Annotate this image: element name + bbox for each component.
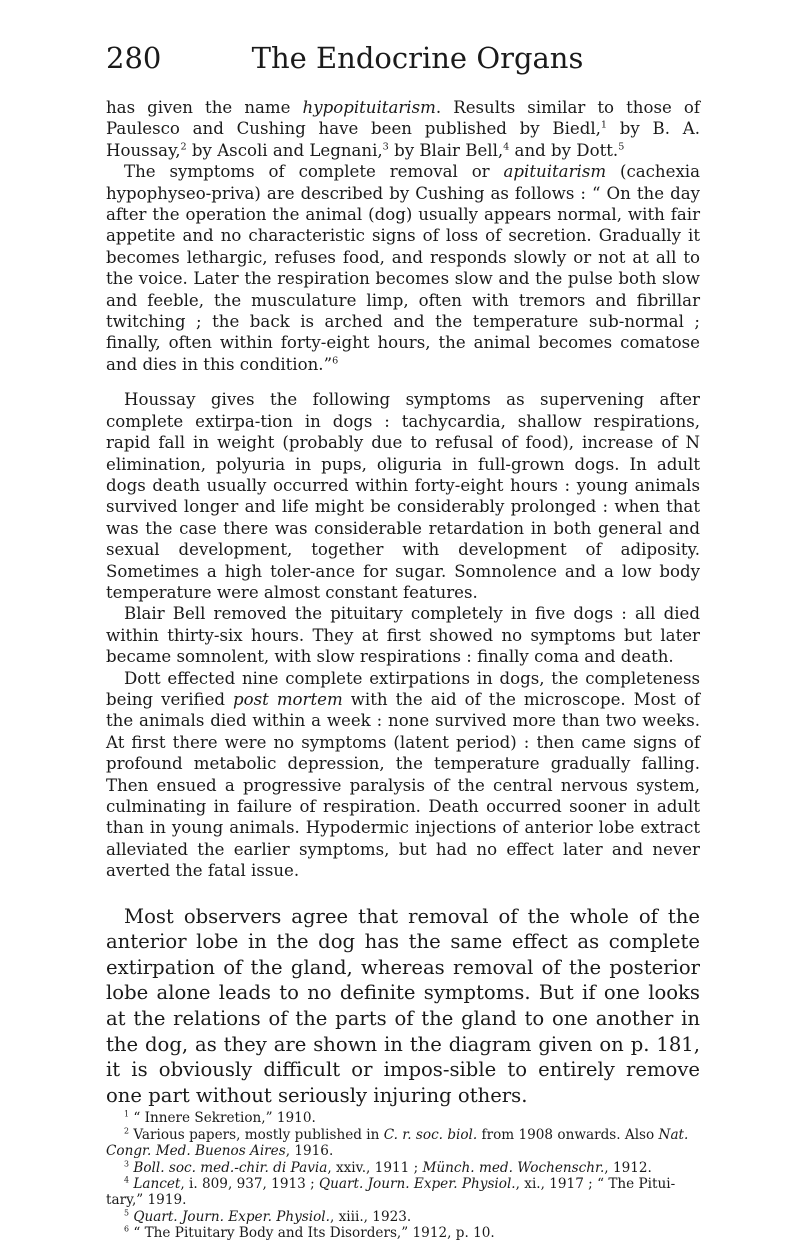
paragraph-dott: Dott effected nine complete extirpations in dogs, the completeness being verified post mortem with the aid of the microscope. Most of the animals died within a week : none survived more than two weeks. At first there were no symptoms (latent period) : then came signs of profound metabolic depression, the temperature gradually falling. Then ensued a progressive paralysis of the central nervous system, culminating in failure of respiration. Death occurred sooner in adult than in young animals. Hypodermic injections of anterior lobe extract alleviated the earlier symptoms, but had no effect later and never averted the fatal issue. — [106, 668, 700, 881]
main-text-section — [106, 904, 700, 1109]
running-title: The Endocrine Organs — [251, 41, 584, 75]
footnote-3: $^3$ Boll. soc. med.-chir. di Pavia, xxiv., 1911 ; Münch. med. Wochenschr., 1912. — [124, 1159, 652, 1176]
footnote-2: $^2$ Various papers, mostly published in C. r. soc. biol. from 1908 onwards. Also Nat. Congr. Med. Buenos Aires, 1916. — [106, 1126, 689, 1160]
footnotes — [106, 1110, 700, 1241]
page-number: 280 — [106, 41, 162, 75]
footnote-1: $^1$ “ Innere Sekretion,” 1910. — [124, 1109, 316, 1127]
paragraph-blair-bell: Blair Bell removed the pituitary completely in five dogs : all died within thirty-six hours. They at first showed no symptoms but later became somnolent, with slow respirations : finally coma and death. — [106, 604, 700, 667]
paragraph-cushing-symptoms: The symptoms of complete removal or apituitarism (cachexia hypophyseo-priva) are described by Cushing as follows : “ On the day after the operation the animal (dog) usually appears normal, with fair appetite and no characteristic signs of loss of secretion. Gradually it becomes lethargic, refuses food, and responds slowly or not at all to the voice. Later the respiration becomes slow and the pulse both slow and feeble, the musculature limp, often with tremors and fibrillar twitching ; the back is arched and the temperature sub-normal ; finally, often within forty-eight hours, the animal becomes comatose and dies in this condition.”$^6$ — [106, 162, 701, 374]
paragraph-houssay-symptoms: Houssay gives the following symptoms as supervening after complete extirpa-tion in dogs : tachycardia, shallow respirations, rapid fall in weight (probably due to refusal of food), increase of N elimination, polyuria in pups, oliguria in full-grown dogs. In adult dogs death usually occurred within forty-eight hours : young animals survived longer and life might be considerably prolonged : when that was the case there was considerable retardation in both general and sexual development, together with development of adiposity. Sometimes a high toler-ance for sugar. Somnolence and a low body temperature were almost constant features. — [106, 390, 700, 602]
paragraph-hypopituitarism: has given the name hypopituitarism. Results similar to those of Paulesco and Cushing have been published by Biedl,$^1$ by B. A. Houssay,$^2$ by Ascoli and Legnani,$^3$ by Blair Bell,$^4$ and by Dott.$^5$ — [106, 98, 700, 160]
page-header — [0, 38, 800, 78]
small-print-section — [106, 97, 700, 882]
page-body — [106, 97, 700, 1242]
paragraph-anterior-lobe: Most observers agree that removal of the whole of the anterior lobe in the dog has the same effect as complete extirpation of the gland, whereas removal of the posterior lobe alone leads to no definite symptoms. But if one looks at the relations of the parts of the gland to one another in the dog, as they are shown in the diagram given on p. 181, it is obviously difficult or impos-sible to entirely remove one part without seriously injuring others. — [106, 904, 700, 1107]
footnote-5: $^5$ Quart. Journ. Exper. Physiol., xiii., 1923. — [124, 1208, 412, 1225]
footnote-4: $^4$ Lancet, i. 809, 937, 1913 ; Quart. Journ. Exper. Physiol., xi., 1917 ; “ The Pitui-tary,” 1919. — [106, 1175, 676, 1209]
footnote-6: $^6$ “ The Pituitary Body and Its Disorders,” 1912, p. 10. — [124, 1224, 495, 1242]
